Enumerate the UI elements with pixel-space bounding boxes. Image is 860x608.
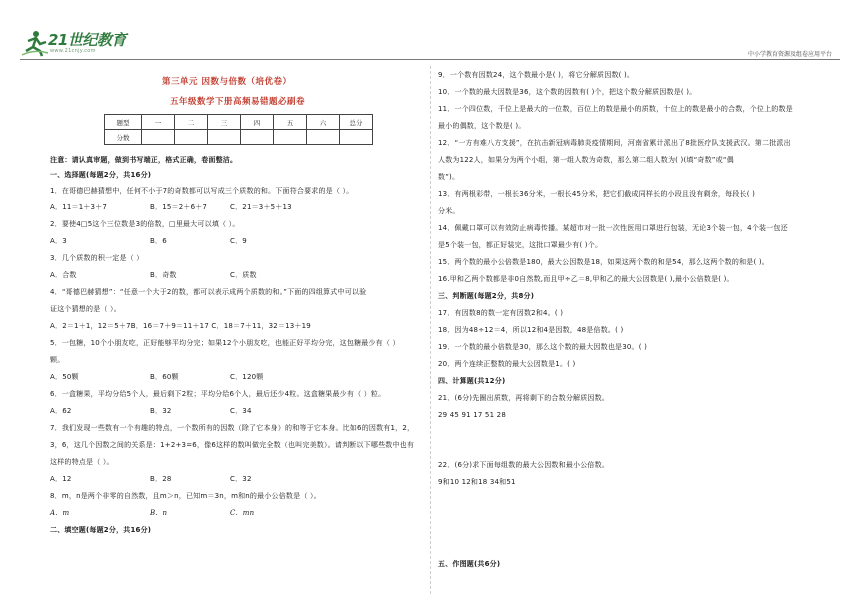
question-1: 1．在哥德巴赫猜想中，任何不小于7的奇数都可以写成三个质数的和。下面符合要求的是（ ）。 — [50, 187, 354, 195]
q3-option-c[interactable]: C．质数 — [230, 271, 257, 279]
score-cell: 三 — [208, 115, 241, 130]
q8-option-c[interactable]: C．mn — [230, 509, 255, 517]
column-divider — [430, 66, 432, 594]
q3-option-b[interactable]: B．奇数 — [150, 271, 177, 279]
q2-option-b[interactable]: B．6 — [150, 237, 167, 245]
section-calc-title: 四、计算题(共12分) — [438, 377, 506, 385]
question-13-line1: 13．有两根彩带，一根长36分米，一根长45分米，把它们截成同样长的小段且没有剩余，每段长( ) — [438, 190, 756, 198]
question-22: 22．(6分)求下面每组数的最大公因数和最小公倍数。 — [438, 461, 610, 469]
score-cell: 题型 — [105, 115, 142, 130]
q7-option-a[interactable]: A．12 — [50, 475, 72, 483]
paper-title: 五年级数学下册高频易错题必刷卷 — [170, 97, 306, 107]
question-19: 19．一个数的最小倍数是30，那么这个数的最大因数也是30。( ) — [438, 343, 648, 351]
site-logo — [20, 29, 132, 59]
score-input-cell[interactable] — [307, 130, 340, 145]
score-cell: 五 — [274, 115, 307, 130]
score-input-cell[interactable] — [340, 130, 373, 145]
question-6: 6．一盒糖果，平均分给5个人，最后剩下2粒；平均分给6个人，最后还少4粒。这盒糖果最少有（ ）粒。 — [50, 390, 386, 398]
score-input-cell[interactable] — [274, 130, 307, 145]
question-12-line1: 12．“一方有难八方支援”，在抗击新冠病毒肺炎疫情期间，河南省累计派出了8批医疗队支援武汉。第二批派出 — [438, 139, 791, 147]
logo-url: www.21cnjy.com — [50, 48, 96, 54]
section-judge-title: 三、判断题(每题2分，共8分) — [438, 292, 535, 300]
score-cell: 四 — [241, 115, 274, 130]
q5-option-c[interactable]: C．120颗 — [230, 373, 264, 381]
question-18: 18．因为48÷12＝4，所以12和4是因数，48是倍数。( ) — [438, 326, 624, 334]
question-3: 3．几个质数的积一定是（ ） — [50, 254, 144, 262]
q8-option-a[interactable]: A．m — [50, 509, 70, 517]
question-5-line1: 5．一包糖，10个小朋友吃，正好能够平均分完；如果12个小朋友吃，也能正好平均分完，这包糖最少有（ ） — [50, 339, 400, 347]
logo-text: 21世纪教育 — [48, 31, 126, 49]
q21-numbers: 29 45 91 17 51 28 — [438, 411, 506, 419]
score-table — [104, 114, 373, 145]
question-2: 2．要使4□5这个三位数是3的倍数，□里最大可以填（ ）。 — [50, 220, 240, 228]
score-input-cell[interactable] — [142, 130, 175, 145]
runner-logo-icon — [20, 29, 50, 57]
q3-option-a[interactable]: A．合数 — [50, 271, 77, 279]
score-input-cell[interactable] — [175, 130, 208, 145]
question-21: 21．(6分)先圈出质数，再将剩下的合数分解质因数。 — [438, 394, 610, 402]
q5-option-a[interactable]: A．50颗 — [50, 373, 79, 381]
platform-name: 中小学教育资源及组卷应用平台 — [747, 51, 832, 58]
score-input-cell[interactable] — [208, 130, 241, 145]
question-14-line2: 是5个装一包，都正好装完，这批口罩最少有( )个。 — [438, 241, 603, 249]
q2-option-a[interactable]: A．3 — [50, 237, 67, 245]
score-cell: 分数 — [105, 130, 142, 145]
question-12-line3: 数”)。 — [438, 173, 460, 181]
q7-option-b[interactable]: B．28 — [150, 475, 172, 483]
section-fill-title: 二、填空题(每题2分，共16分) — [50, 526, 152, 534]
score-cell: 一 — [142, 115, 175, 130]
question-14-line1: 14．佩戴口罩可以有效防止病毒传播。某超市对一批一次性医用口罩进行包装，无论3个装一包，4个装一包还 — [438, 224, 788, 232]
q1-option-a[interactable]: A．11＝1＋3＋7 — [50, 203, 108, 211]
question-10: 10．一个数的最大因数是36，这个数的因数有( )个，把这个数分解质因数是( )。 — [438, 88, 697, 96]
question-5-line2: 颗。 — [50, 356, 65, 364]
q7-option-c[interactable]: C．32 — [230, 475, 252, 483]
question-16: 16.甲和乙两个数都是非0自然数,而且甲÷乙＝8,甲和乙的最大公因数是( ),最小公倍数是( )。 — [438, 275, 734, 283]
score-cell: 总分 — [340, 115, 373, 130]
question-15: 15．两个数的最小公倍数是180，最大公因数是18，如果这两个数的和是54，那么这两个数的和是( )。 — [438, 258, 769, 266]
q6-option-a[interactable]: A．62 — [50, 407, 72, 415]
question-7-line1: 7．我们发现一些数有一个有趣的特点，一个数所有的因数（除了它本身）的和等于它本身。比如6的因数有1，2， — [50, 424, 415, 432]
score-value-row — [105, 130, 373, 145]
question-12-line2: 人数为122人，如果分为两个小组，第一组人数为奇数，那么第二组人数为( )(填“奇数”或“偶 — [438, 156, 734, 164]
q6-option-b[interactable]: B．32 — [150, 407, 172, 415]
question-11-line2: 最小的偶数，这个数是( )。 — [438, 122, 526, 130]
question-17: 17．有因数8的数一定有因数2和4。( ) — [438, 309, 564, 317]
score-cell: 六 — [307, 115, 340, 130]
question-20: 20．两个连续正整数的最大公因数是1。( ) — [438, 360, 576, 368]
q22-numbers: 9和10 12和18 34和51 — [438, 478, 516, 486]
q5-option-b[interactable]: B．60颗 — [150, 373, 179, 381]
q4-options[interactable]: A．2＝1＋1，12＝5＋7B．16＝7＋9＝11＋17 C．18＝7＋11，32＝13＋19 — [50, 322, 311, 330]
q8-option-b[interactable]: B．n — [150, 509, 168, 517]
unit-title: 第三单元 因数与倍数（培优卷） — [162, 77, 292, 87]
question-13-line2: 分米。 — [438, 207, 460, 215]
question-4-line1: 4．“哥德巴赫猜想”：“任意一个大于2的数，都可以表示成两个质数的和。”下面的四组算式中可以验 — [50, 288, 367, 296]
q1-option-c[interactable]: C．21＝3＋5＋13 — [230, 203, 292, 211]
question-7-line2: 3，6，这几个因数之间的关系是：1+2+3=6，像6这样的数叫做完全数（也叫完美数）。请判断以下哪些数中也有 — [50, 441, 415, 449]
question-11-line1: 11．一个四位数，千位上是最大的一位数，百位上的数是最小的质数，十位上的数是最小的合数，个位上的数是 — [438, 105, 793, 113]
q6-option-c[interactable]: C．34 — [230, 407, 252, 415]
question-7-line3: 这样的特点是（ ）。 — [50, 458, 114, 466]
q2-option-c[interactable]: C．9 — [230, 237, 247, 245]
header-divider — [20, 59, 840, 60]
score-header-row — [105, 115, 373, 130]
question-9: 9．一个数有因数24，这个数最小是( )，将它分解质因数( )。 — [438, 71, 635, 79]
notice-text: 注意：请认真审题，做到书写端正，格式正确，卷面整洁。 — [50, 156, 238, 164]
section-draw-title: 五、作图题(共6分) — [438, 560, 501, 568]
score-cell: 二 — [175, 115, 208, 130]
q1-option-b[interactable]: B．15＝2＋6＋7 — [150, 203, 208, 211]
score-input-cell[interactable] — [241, 130, 274, 145]
section-choice-title: 一、选择题(每题2分，共16分) — [50, 171, 152, 179]
question-8: 8．m，n是两个非零的自然数，且m＞n，已知m＝3n，m和n的最小公倍数是（ ）。 — [50, 492, 321, 500]
question-4-line2: 证这个猜想的是（ ）。 — [50, 305, 121, 313]
